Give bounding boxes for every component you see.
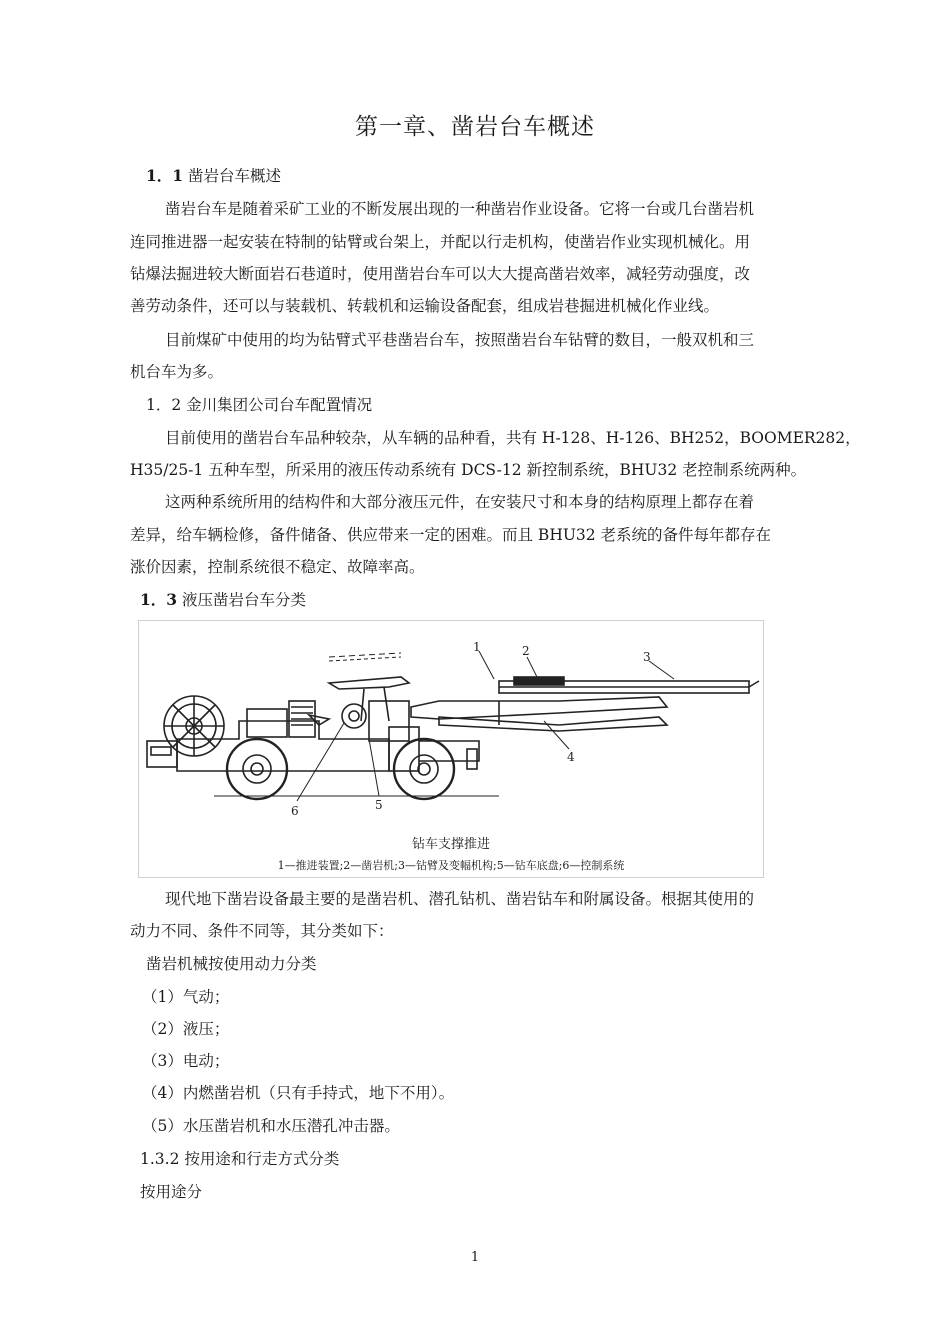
drill-rig-illustration (139, 621, 763, 831)
list-item: （2）液压； (142, 1020, 230, 1038)
label-1: 1 (473, 640, 481, 654)
figure-caption: 1—推进装置;2—凿岩机;3—钻臂及变幅机构;5—钻车底盘;6—控制系统 (277, 859, 625, 872)
section-heading-text: 凿岩台车概述 (188, 167, 282, 185)
list-item: （5）水压凿岩机和水压潜孔冲击器。 (142, 1117, 400, 1135)
paragraph-line: 这两种系统所用的结构件和大部分液压元件，在安装尺寸和本身的结构原理上都存在着 (165, 493, 755, 511)
label-3: 3 (643, 650, 651, 664)
drill-rig-figure (138, 620, 764, 878)
paragraph-line: 善劳动条件，还可以与装载机、转载机和运输设备配套，组成岩巷掘进机械化作业线。 (130, 297, 720, 315)
section-heading-1-2: 1．2 金川集团公司台车配置情况 (146, 396, 373, 414)
paragraph-line: 钻爆法掘进较大断面岩石巷道时，使用凿岩台车可以大大提高凿岩效率，减轻劳动强度，改 (130, 265, 751, 283)
section-heading-1-3 (140, 590, 306, 610)
classify-heading: 凿岩机械按使用动力分类 (146, 955, 317, 973)
label-5: 5 (375, 798, 383, 812)
paragraph-line: 动力不同、条件不同等，其分类如下： (130, 922, 394, 940)
list-item: （1）气动； (142, 988, 230, 1006)
paragraph-line: 目前使用的凿岩台车品种较杂，从车辆的品种看，共有 H-128、H-126、BH252，BOOMER282， (165, 429, 861, 447)
chapter-title: 第一章、凿岩台车概述 (355, 114, 595, 140)
section-heading-1-1 (146, 166, 281, 186)
list-item: （3）电动； (142, 1052, 230, 1070)
paragraph-line: 差异，给车辆检修，备件储备、供应带来一定的困难。而且 BHU32 老系统的备件每年都存在 (130, 526, 772, 544)
section-heading-1-3-2: 1.3.2 按用途和行走方式分类 (140, 1150, 340, 1168)
section-heading-text: 液压凿岩台车分类 (182, 591, 307, 609)
page-number: 1 (470, 1250, 480, 1265)
list-item: （4）内燃凿岩机（只有手持式，地下不用）。 (142, 1084, 455, 1102)
by-use-text: 按用途分 (140, 1183, 203, 1201)
paragraph-line: 凿岩台车是随着采矿工业的不断发展出现的一种凿岩作业设备。它将一台或几台凿岩机 (165, 200, 755, 218)
label-2: 2 (522, 644, 530, 658)
section-number: 1．1 (146, 166, 184, 185)
paragraph-line: H35/25-1 五种车型，所采用的液压传动系统有 DCS-12 新控制系统，BHU32 老控制系统两种。 (130, 461, 807, 479)
paragraph-line: 目前煤矿中使用的均为钻臂式平巷凿岩台车，按照凿岩台车钻臂的数目，一般双机和三 (165, 331, 755, 349)
label-4: 4 (567, 750, 575, 764)
paragraph-line: 连同推进器一起安装在特制的钻臂或台架上，并配以行走机构，使凿岩作业实现机械化。用 (130, 233, 751, 251)
paragraph-line: 涨价因素，控制系统很不稳定、故障率高。 (130, 558, 425, 576)
section-number: 1．3 (140, 590, 178, 609)
paragraph-line: 现代地下凿岩设备最主要的是凿岩机、潜孔钻机、凿岩钻车和附属设备。根据其使用的 (165, 890, 755, 908)
label-6: 6 (291, 804, 299, 818)
figure-title: 钻车支撑推进 (411, 837, 490, 852)
paragraph-line: 机台车为多。 (130, 363, 224, 381)
